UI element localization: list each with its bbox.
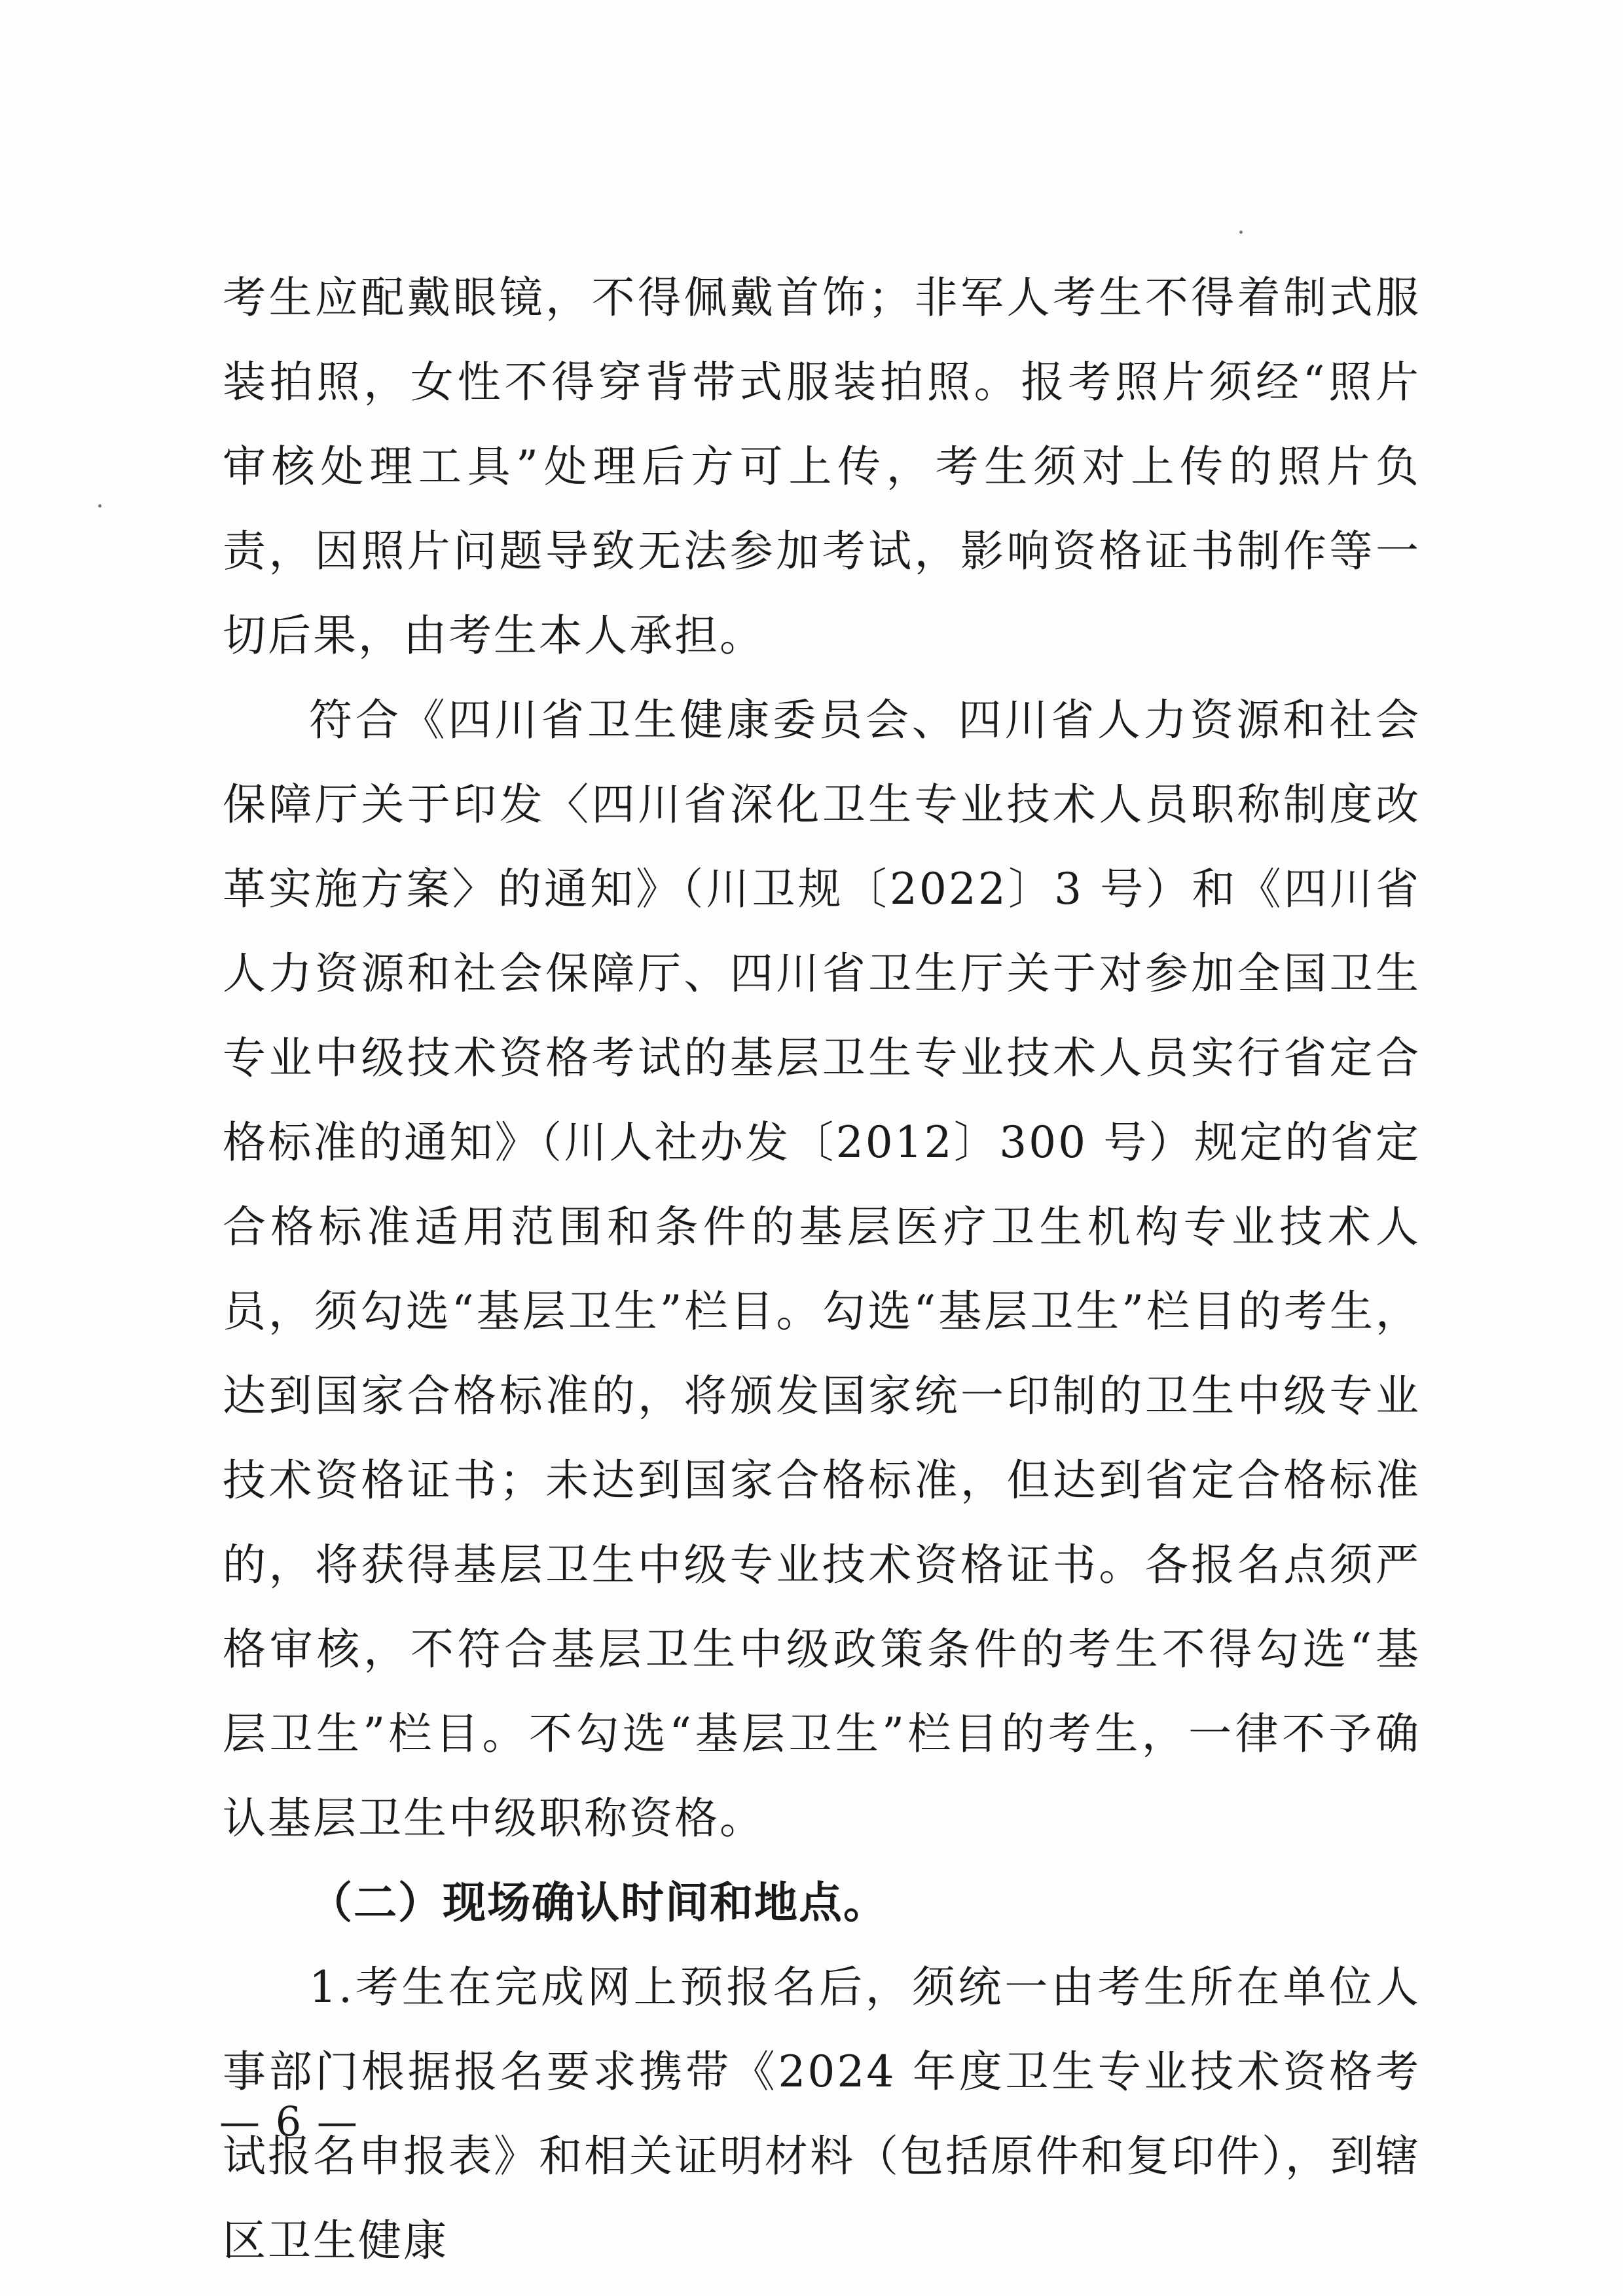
paragraph-photo-requirements: 考生应配戴眼镜，不得佩戴首饰；非军人考生不得着制式服装拍照，女性不得穿背带式服装拍照。报考照片须经“照片审核处理工具”处理后方可上传，考生须对上传的照片负责，因照片问题导致无法参加考试，影响资格证书制作等一切后果，由考生本人承担。 <box>223 272 1421 661</box>
paragraph-onsite-confirmation: 1.考生在完成网上预报名后，须统一由考生所在单位人事部门根据报名要求携带《2024 年度卫生专业技术资格考试报名申报表》和相关证明材料（包括原件和复印件），到辖区卫生健康 <box>223 1962 1421 2266</box>
section-heading: （二）现场确认时间和地点。 <box>309 1878 888 1928</box>
scan-speck <box>1239 231 1243 234</box>
scan-speck <box>98 504 101 508</box>
paragraph-grassroots-health: 符合《四川省卫生健康委员会、四川省人力资源和社会保障厅关于印发〈四川省深化卫生专业技术人员职称制度改革实施方案〉的通知》（川卫规〔2022〕3 号）和《四川省人力资源和社会保障厅、四川省卫生厅关于对参加全国卫生专业中级技术资格考试的基层卫生专业技术人员实行省定合格标准的通知》（川人社办发〔2012〕300 号）规定的省定合格标准适用范围和条件的基层医疗卫生机构专业技术人员，须勾选“基层卫生”栏目。勾选“基层卫生”栏目的考生，达到国家合格标准的，将颁发国家统一印制的卫生中级专业技术资格证书；未达到国家合格标准，但达到省定合格标准的，将获得基层卫生中级专业技术资格证书。各报名点须严格审核，不符合基层卫生中级政策条件的考生不得勾选“基层卫生”栏目。不勾选“基层卫生”栏目的考生，一律不予确认基层卫生中级职称资格。 <box>223 695 1421 1843</box>
document-body <box>223 255 1421 2283</box>
page-number: — 6 — <box>219 2098 359 2145</box>
